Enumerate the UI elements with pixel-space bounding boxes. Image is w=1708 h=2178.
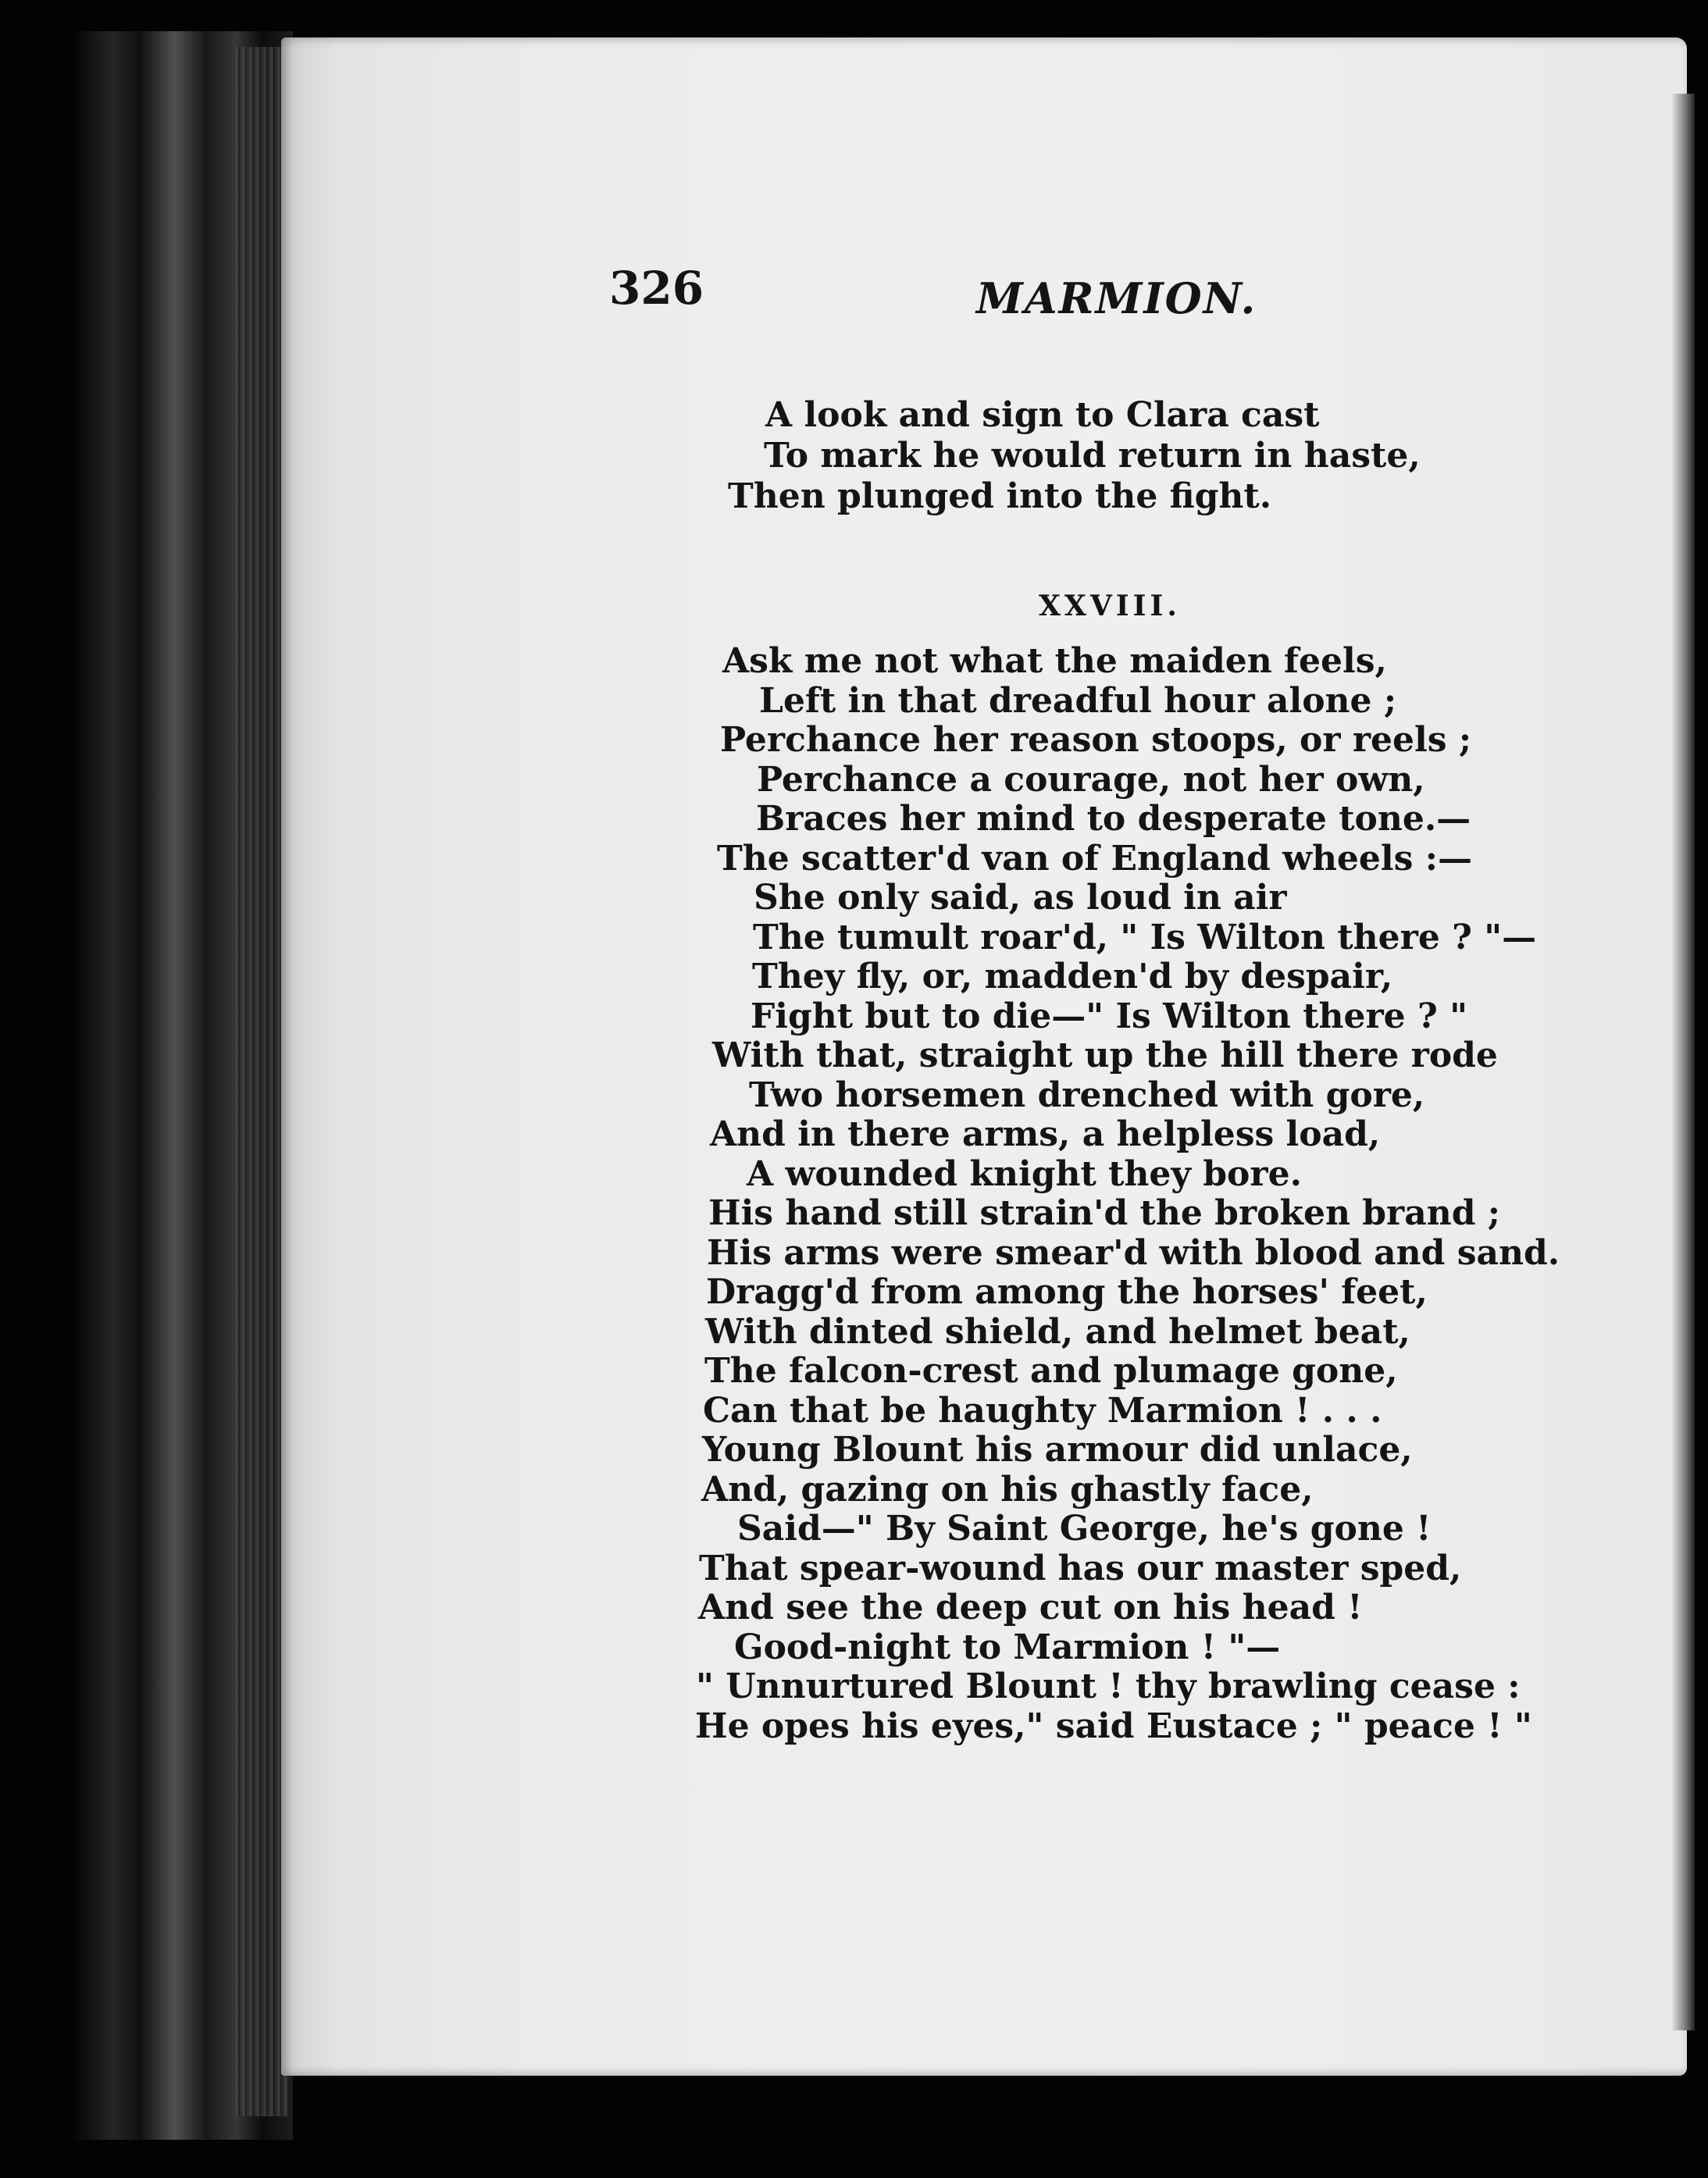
- verse-line: With dinted shield, and helmet beat,: [705, 1311, 1410, 1352]
- page-right-edge: [1671, 94, 1695, 2030]
- verse-line: The falcon-crest and plumage gone,: [704, 1351, 1398, 1391]
- verse-line: And see the deep cut on his head !: [698, 1588, 1363, 1627]
- verse-line: Young Blount his armour did unlace,: [702, 1430, 1413, 1470]
- verse-line: The scatter'd van of England wheels :—: [717, 838, 1472, 879]
- verse-line: A wounded knight they bore.: [747, 1153, 1302, 1194]
- verse-line: And in there arms, a helpless load,: [710, 1114, 1381, 1154]
- verse-line: Perchance her reason stoops, or reels ;: [720, 720, 1472, 760]
- verse-line: That spear-wound has our master sped,: [699, 1548, 1462, 1588]
- verse-line: He opes his eyes," said Eustace ; " peace ! ": [695, 1706, 1532, 1746]
- verse-line: She only said, as loud in air: [754, 878, 1287, 918]
- verse-line: Braces her mind to desperate tone.—: [756, 799, 1471, 839]
- verse-line: His arms were smear'd with blood and sand.: [707, 1232, 1560, 1273]
- section-number: XXVIII.: [1039, 590, 1181, 622]
- verse-line: Can that be haughty Marmion ! . . .: [703, 1390, 1382, 1431]
- verse-line: Good-night to Marmion ! "—: [734, 1627, 1281, 1667]
- verse-line: Dragg'd from among the horses' feet,: [706, 1272, 1428, 1312]
- page-number: 326: [609, 262, 704, 315]
- verse-line: To mark he would return in haste,: [764, 436, 1421, 476]
- verse-line: Two horsemen drenched with gore,: [749, 1075, 1425, 1115]
- verse-line: With that, straight up the hill there rode: [712, 1036, 1498, 1075]
- verse-line: Ask me not what the maiden feels,: [722, 641, 1387, 681]
- running-head: MARMION.: [976, 273, 1257, 323]
- verse-line: His hand still strain'd the broken brand ;: [708, 1193, 1501, 1233]
- verse-line: Then plunged into the fight.: [728, 476, 1272, 516]
- verse-line: They fly, or, madden'd by despair,: [752, 957, 1393, 996]
- verse-line: Fight but to die—" Is Wilton there ? ": [751, 996, 1468, 1036]
- verse-line: A look and sign to Clara cast: [765, 395, 1320, 435]
- verse-line: Said—" By Saint George, he's gone !: [737, 1509, 1432, 1549]
- verse-line: The tumult roar'd, " Is Wilton there ? "—: [753, 917, 1537, 957]
- verse-line: And, gazing on his ghastly face,: [701, 1469, 1314, 1510]
- verse-line: Left in that dreadful hour alone ;: [759, 680, 1397, 721]
- verse-line: " Unnurtured Blount ! thy brawling cease :: [696, 1666, 1521, 1706]
- verse-line: Perchance a courage, not her own,: [757, 759, 1425, 800]
